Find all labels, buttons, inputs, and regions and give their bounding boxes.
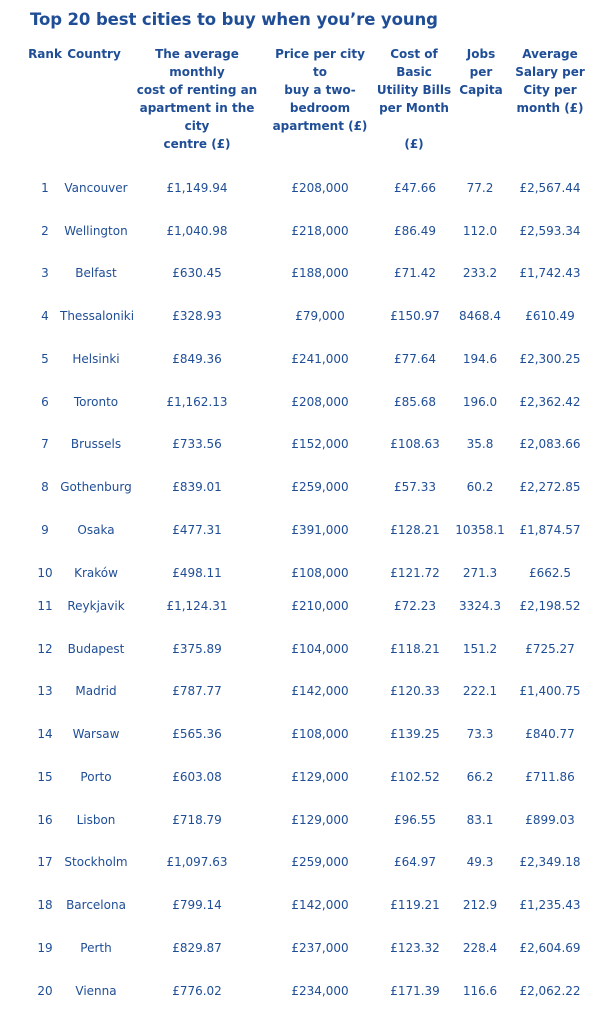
city-cell: Kraków [74, 566, 118, 580]
price-cell: £210,000 [291, 599, 349, 613]
salary-cell: £2,062.22 [519, 984, 581, 998]
jobs-cell: 83.1 [466, 813, 494, 827]
table-row [0, 221, 607, 241]
rank-cell: 18 [37, 898, 53, 912]
city-cell: Toronto [73, 395, 119, 409]
rank-cell: 2 [41, 224, 49, 238]
utility-cell: £72.23 [394, 599, 436, 613]
header-utility-line-2: Utility Bills [376, 83, 452, 97]
header-salary-line-2: Salary per [515, 65, 585, 79]
jobs-cell: 151.2 [462, 642, 498, 656]
city-cell: Perth [80, 941, 112, 955]
rent-cell: £849.36 [172, 352, 222, 366]
city-cell: Porto [80, 770, 112, 784]
jobs-cell: 10358.1 [455, 523, 505, 537]
jobs-cell: 233.2 [462, 266, 498, 280]
rank-cell: 17 [37, 855, 53, 869]
price-cell: £208,000 [291, 395, 349, 409]
rent-cell: £328.93 [172, 309, 222, 323]
header-price-line-1: Price per city to [275, 47, 365, 79]
header-rank-label: Rank [28, 47, 62, 61]
price-cell: £129,000 [291, 813, 349, 827]
table-row [0, 563, 607, 583]
table-row [0, 895, 607, 915]
rent-cell: £829.87 [172, 941, 222, 955]
rank-cell: 6 [41, 395, 49, 409]
utility-cell: £77.64 [394, 352, 436, 366]
utility-cell: £121.72 [390, 566, 440, 580]
city-cell: Brussels [70, 437, 122, 451]
salary-cell: £2,300.25 [519, 352, 581, 366]
jobs-cell: 3324.3 [459, 599, 501, 613]
header-salary-line-4: month (£) [516, 101, 584, 115]
jobs-cell: 212.9 [462, 898, 498, 912]
rent-cell: £477.31 [172, 523, 222, 537]
utility-cell: £139.25 [390, 727, 440, 741]
price-cell: £234,000 [291, 984, 349, 998]
header-utility-line-4: (£) [404, 137, 424, 151]
city-cell: Stockholm [64, 855, 128, 869]
rent-cell: £1,124.31 [166, 599, 228, 613]
header-price [268, 45, 372, 135]
rent-cell: £787.77 [172, 684, 222, 698]
table-row [0, 477, 607, 497]
header-salary-line-1: Average [522, 47, 578, 61]
rent-cell: £565.36 [172, 727, 222, 741]
city-cell: Budapest [67, 642, 125, 656]
header-rank [26, 45, 64, 63]
utility-cell: £108.63 [390, 437, 440, 451]
utility-cell: £64.97 [394, 855, 436, 869]
header-price-line-3: bedroom [289, 101, 351, 115]
rent-cell: £1,040.98 [166, 224, 228, 238]
table-row [0, 852, 607, 872]
rent-cell: £1,097.63 [166, 855, 228, 869]
price-cell: £237,000 [291, 941, 349, 955]
salary-cell: £2,593.34 [519, 224, 581, 238]
salary-cell: £1,235.43 [519, 898, 581, 912]
rank-cell: 20 [37, 984, 53, 998]
jobs-cell: 196.0 [462, 395, 498, 409]
rent-cell: £375.89 [172, 642, 222, 656]
rank-cell: 12 [37, 642, 53, 656]
jobs-cell: 116.6 [462, 984, 498, 998]
salary-cell: £662.5 [529, 566, 571, 580]
rank-cell: 3 [41, 266, 49, 280]
rank-cell: 11 [37, 599, 53, 613]
rent-cell: £1,162.13 [166, 395, 228, 409]
header-utility-line-3: per Month [379, 101, 449, 115]
utility-cell: £85.68 [394, 395, 436, 409]
city-cell: Thessaloniki [60, 309, 135, 323]
jobs-cell: 194.6 [462, 352, 498, 366]
utility-cell: £150.97 [390, 309, 440, 323]
table-row [0, 724, 607, 744]
rank-cell: 16 [37, 813, 53, 827]
table-row [0, 681, 607, 701]
city-cell: Vancouver [64, 181, 128, 195]
header-rent-line-3: apartment in the city [139, 101, 255, 133]
city-cell: Helsinki [72, 352, 120, 366]
utility-cell: £57.33 [394, 480, 436, 494]
city-cell: Reykjavik [67, 599, 125, 613]
header-jobs-line-1: Jobs per [466, 47, 496, 79]
header-salary [512, 45, 588, 117]
header-utility [374, 45, 454, 153]
jobs-cell: 222.1 [462, 684, 498, 698]
rent-cell: £776.02 [172, 984, 222, 998]
rank-cell: 19 [37, 941, 53, 955]
table-row [0, 434, 607, 454]
table-row [0, 596, 607, 616]
city-cell: Osaka [77, 523, 115, 537]
salary-cell: £610.49 [525, 309, 575, 323]
rent-cell: £733.56 [172, 437, 222, 451]
header-rent-line-1: The average monthly [155, 47, 239, 79]
salary-cell: £2,083.66 [519, 437, 581, 451]
jobs-cell: 66.2 [466, 770, 494, 784]
utility-cell: £123.32 [390, 941, 440, 955]
rank-cell: 9 [41, 523, 49, 537]
salary-cell: £2,604.69 [519, 941, 581, 955]
page-title: Top 20 best cities to buy when you’re young [30, 10, 438, 29]
price-cell: £218,000 [291, 224, 349, 238]
rent-cell: £1,149.94 [166, 181, 228, 195]
city-cell: Vienna [75, 984, 117, 998]
header-rent-line-2: cost of renting an [136, 83, 258, 97]
price-cell: £188,000 [291, 266, 349, 280]
city-cell: Gothenburg [60, 480, 132, 494]
city-cell: Lisbon [76, 813, 116, 827]
rent-cell: £799.14 [172, 898, 222, 912]
city-cell: Belfast [75, 266, 117, 280]
price-cell: £391,000 [291, 523, 349, 537]
utility-cell: £102.52 [390, 770, 440, 784]
utility-cell: £86.49 [394, 224, 436, 238]
rent-cell: £498.11 [172, 566, 222, 580]
table-row [0, 178, 607, 198]
header-jobs [454, 45, 508, 99]
table-row [0, 938, 607, 958]
header-price-line-4: apartment (£) [272, 119, 368, 133]
salary-cell: £2,198.52 [519, 599, 581, 613]
price-cell: £208,000 [291, 181, 349, 195]
salary-cell: £1,400.75 [519, 684, 581, 698]
price-cell: £142,000 [291, 898, 349, 912]
header-country-label: Country [67, 47, 121, 61]
header-rent [127, 45, 267, 153]
table-row [0, 392, 607, 412]
rent-cell: £603.08 [172, 770, 222, 784]
header-price-line-2: buy a two- [284, 83, 356, 97]
table-row [0, 810, 607, 830]
utility-cell: £120.33 [390, 684, 440, 698]
salary-cell: £725.27 [525, 642, 575, 656]
header-salary-line-3: City per [523, 83, 577, 97]
rank-cell: 1 [41, 181, 49, 195]
jobs-cell: 60.2 [466, 480, 494, 494]
table-row [0, 639, 607, 659]
header-utility-line-1: Cost of Basic [390, 47, 438, 79]
jobs-cell: 271.3 [462, 566, 498, 580]
utility-cell: £119.21 [390, 898, 440, 912]
salary-cell: £2,362.42 [519, 395, 581, 409]
price-cell: £104,000 [291, 642, 349, 656]
table-row [0, 767, 607, 787]
utility-cell: £47.66 [394, 181, 436, 195]
rent-cell: £839.01 [172, 480, 222, 494]
city-cell: Madrid [75, 684, 117, 698]
header-jobs-line-2: Capita [459, 83, 503, 97]
table-row [0, 981, 607, 1001]
price-cell: £79,000 [295, 309, 345, 323]
utility-cell: £171.39 [390, 984, 440, 998]
price-cell: £142,000 [291, 684, 349, 698]
rank-cell: 10 [37, 566, 53, 580]
price-cell: £129,000 [291, 770, 349, 784]
rank-cell: 5 [41, 352, 49, 366]
table-row [0, 306, 607, 326]
jobs-cell: 77.2 [466, 181, 494, 195]
salary-cell: £2,349.18 [519, 855, 581, 869]
table-row [0, 349, 607, 369]
table-row [0, 520, 607, 540]
rank-cell: 15 [37, 770, 53, 784]
salary-cell: £1,742.43 [519, 266, 581, 280]
price-cell: £152,000 [291, 437, 349, 451]
jobs-cell: 8468.4 [459, 309, 501, 323]
salary-cell: £2,567.44 [519, 181, 581, 195]
header-utility-gap [374, 117, 454, 135]
rent-cell: £630.45 [172, 266, 222, 280]
header-country [62, 45, 126, 63]
rank-cell: 13 [37, 684, 53, 698]
header-rent-line-4: centre (£) [163, 137, 231, 151]
price-cell: £241,000 [291, 352, 349, 366]
salary-cell: £1,874.57 [519, 523, 581, 537]
price-cell: £108,000 [291, 727, 349, 741]
salary-cell: £899.03 [525, 813, 575, 827]
city-cell: Wellington [64, 224, 128, 238]
rank-cell: 7 [41, 437, 49, 451]
rent-cell: £718.79 [172, 813, 222, 827]
jobs-cell: 35.8 [466, 437, 494, 451]
jobs-cell: 112.0 [462, 224, 498, 238]
utility-cell: £96.55 [394, 813, 436, 827]
price-cell: £259,000 [291, 480, 349, 494]
salary-cell: £711.86 [525, 770, 575, 784]
salary-cell: £840.77 [525, 727, 575, 741]
rank-cell: 8 [41, 480, 49, 494]
utility-cell: £128.21 [390, 523, 440, 537]
utility-cell: £118.21 [390, 642, 440, 656]
rank-cell: 14 [37, 727, 53, 741]
table-row [0, 263, 607, 283]
price-cell: £259,000 [291, 855, 349, 869]
jobs-cell: 49.3 [466, 855, 494, 869]
city-cell: Barcelona [66, 898, 126, 912]
jobs-cell: 73.3 [466, 727, 494, 741]
utility-cell: £71.42 [394, 266, 436, 280]
rank-cell: 4 [41, 309, 49, 323]
jobs-cell: 228.4 [462, 941, 498, 955]
salary-cell: £2,272.85 [519, 480, 581, 494]
city-cell: Warsaw [72, 727, 120, 741]
price-cell: £108,000 [291, 566, 349, 580]
